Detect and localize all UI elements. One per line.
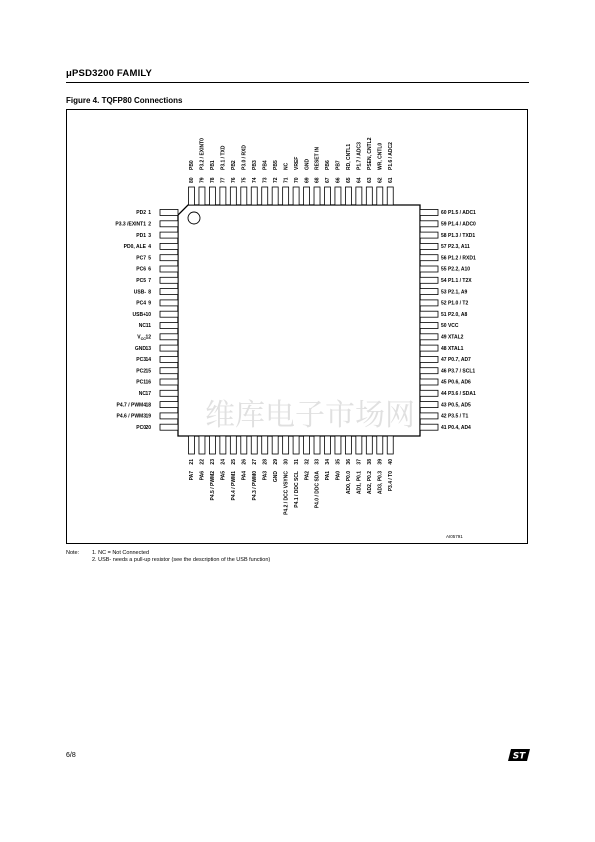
- pin-label: PB3: [251, 160, 258, 170]
- pin-number: 78: [210, 177, 217, 183]
- pin-number: 65: [346, 177, 353, 183]
- pin-number: 8: [148, 289, 151, 296]
- pin-lead: [420, 289, 438, 295]
- pin-lead: [420, 266, 438, 272]
- pin-lead: [160, 255, 178, 261]
- pin-lead: [420, 232, 438, 238]
- pin-number: 72: [272, 177, 279, 183]
- pin-lead: [293, 187, 299, 205]
- pin-label: 59 P1.4 / ADC0: [441, 221, 476, 228]
- pin-lead: [420, 300, 438, 306]
- pin-lead: [220, 187, 226, 205]
- pin-label: PC1: [136, 379, 146, 386]
- pin-lead: [420, 413, 438, 419]
- pin-lead: [420, 390, 438, 396]
- pin-lead: [209, 436, 215, 454]
- pin-number: 16: [145, 379, 151, 386]
- pin-number: 67: [325, 177, 332, 183]
- pin-number: 34: [325, 459, 332, 465]
- st-logo: [508, 749, 530, 761]
- pin-label: USB+: [132, 311, 146, 318]
- pin-number: 9: [148, 300, 151, 307]
- pin-lead: [262, 187, 268, 205]
- pin-lead: [241, 187, 247, 205]
- pin-lead: [160, 390, 178, 396]
- pin-label: AD3, P0.3: [377, 471, 384, 495]
- pin-lead: [345, 187, 351, 205]
- document-title: μPSD3200 FAMILY: [66, 68, 153, 79]
- header-rule: [66, 82, 529, 83]
- pin-label: PC3: [136, 357, 146, 364]
- pin-lead: [160, 323, 178, 329]
- pin-number: 63: [367, 177, 374, 183]
- pin-lead: [160, 379, 178, 385]
- figure-reference: AI05791: [446, 534, 463, 539]
- pin-label: AD1, P0.1: [356, 471, 363, 495]
- pin-label: P1.7 / ADC3: [356, 142, 363, 170]
- pin-label: GND: [134, 345, 146, 352]
- pin-lead: [420, 368, 438, 374]
- pin-lead: [356, 187, 362, 205]
- pin-number: 79: [199, 177, 206, 183]
- pin-lead: [420, 334, 438, 340]
- pin-number: 40: [387, 459, 394, 465]
- pin-lead: [160, 289, 178, 295]
- pin-lead: [160, 413, 178, 419]
- pin-number: 18: [145, 402, 151, 409]
- page-number: 6/8: [66, 752, 76, 759]
- pin-lead: [241, 436, 247, 454]
- pin-number: 3: [148, 232, 151, 239]
- pin-lead: [335, 436, 341, 454]
- pin-label: PB4: [262, 160, 269, 170]
- pin-lead: [160, 300, 178, 306]
- pin-label: P4.7 / PWM4: [116, 402, 146, 409]
- pin-label: PC0: [136, 424, 146, 431]
- pin-lead: [345, 436, 351, 454]
- pin-lead: [420, 323, 438, 329]
- pin-label: P4.5 / PWM2: [210, 471, 217, 501]
- pin-label: NC: [138, 323, 146, 330]
- pin-lead: [160, 424, 178, 430]
- pin-label: PA4: [241, 471, 248, 481]
- pin-number: 68: [314, 177, 321, 183]
- pin-label: P3.1 / TXD: [220, 145, 227, 170]
- pin-lead: [160, 334, 178, 340]
- pin-label: P3.3 /EXINT1: [115, 221, 146, 228]
- pin-label: 47 P0.7, AD7: [441, 357, 471, 364]
- pin-lead: [189, 187, 195, 205]
- pin-label: PA2: [304, 471, 311, 481]
- pin-lead: [420, 402, 438, 408]
- pin-number: 77: [220, 177, 227, 183]
- pin-number: 61: [387, 177, 394, 183]
- pin-number: 13: [145, 345, 151, 352]
- pin-label: PB0: [189, 160, 196, 170]
- pin-lead: [356, 436, 362, 454]
- note-item: 1. NC = Not Connected: [92, 550, 150, 556]
- pin-label: PC7: [136, 255, 146, 262]
- pin-lead: [314, 436, 320, 454]
- pin-label: PA3: [262, 471, 269, 481]
- pin-label: PC5: [136, 278, 146, 284]
- pin-label: 52 P1.0 / T2: [441, 300, 469, 307]
- pin-label: WR, CNTL0: [377, 142, 384, 170]
- pin-number: 69: [304, 177, 311, 183]
- pin-lead: [420, 345, 438, 351]
- pin-label: PA7: [189, 471, 196, 481]
- pin-lead: [335, 187, 341, 205]
- pin-label: 57 P2.3, A11: [441, 244, 470, 251]
- pin-number: 7: [148, 278, 151, 284]
- pin-lead: [293, 436, 299, 454]
- pin-lead: [420, 255, 438, 261]
- pin-label: P4.6 / PWM3: [116, 413, 146, 420]
- pin-lead: [230, 187, 236, 205]
- pin-number: 36: [346, 459, 353, 465]
- pin-number: 39: [377, 459, 384, 465]
- pin-number: 70: [293, 177, 300, 183]
- pin-label: VREF: [293, 156, 300, 170]
- pin-number: 6: [148, 266, 151, 273]
- pin-lead: [160, 210, 178, 216]
- pin-lead: [283, 187, 289, 205]
- pin-lead: [283, 436, 289, 454]
- pin-lead: [420, 379, 438, 385]
- pin-label: PB2: [231, 160, 238, 170]
- pin-label: 50 VCC: [441, 323, 459, 330]
- pin-label: 42 P3.5 / T1: [441, 413, 469, 420]
- pin-label: 55 P2.2, A10: [441, 266, 471, 273]
- pin-number: 66: [335, 177, 342, 183]
- pin-lead: [160, 277, 178, 283]
- pin-label: PA0: [335, 471, 342, 481]
- pin-lead: [420, 311, 438, 317]
- pin-label: P3.4 / T0: [387, 471, 394, 492]
- pin-label: 41 P0.4, AD4: [441, 424, 471, 431]
- pin-lead: [304, 436, 310, 454]
- pin-number: 32: [304, 459, 311, 465]
- pin-lead: [366, 187, 372, 205]
- pin-label: AD2, P0.2: [367, 471, 374, 495]
- pin-label: PA5: [220, 471, 227, 481]
- pin-lead: [420, 424, 438, 430]
- figure-caption: Figure 4. TQFP80 Connections: [66, 96, 183, 105]
- page-header: [66, 68, 529, 84]
- pin-label: PA6: [199, 471, 206, 481]
- pin-number: 22: [199, 459, 206, 465]
- pin-label: PD2: [136, 210, 146, 217]
- pin-label: PSEN, CNTL2: [367, 137, 374, 170]
- pin-number: 11: [145, 323, 151, 330]
- pin-lead: [160, 243, 178, 249]
- pin-number: 74: [251, 177, 258, 183]
- pin-label: 51 P2.0, A8: [441, 311, 468, 318]
- pin-label: 58 P1.3 / TXD1: [441, 232, 476, 239]
- pin-number: 10: [145, 311, 151, 318]
- pin-label: GND: [304, 158, 311, 170]
- pin-number: 1: [148, 210, 151, 217]
- pin-lead: [420, 356, 438, 362]
- pin-lead: [366, 436, 372, 454]
- pin-label: 44 P3.6 / SDA1: [441, 391, 476, 397]
- pin-number: 21: [189, 459, 196, 465]
- pin-label: P4.2 / DCC VSYNC: [283, 471, 290, 515]
- pin-label: 56 P1.2 / RXD1: [441, 255, 476, 262]
- pin-lead: [251, 187, 257, 205]
- pin-number: 80: [189, 177, 196, 183]
- pin-lead: [160, 232, 178, 238]
- pin-label: 46 P3.7 / SCL1: [441, 368, 476, 375]
- pin-number: 38: [367, 459, 374, 465]
- pin-label: P4.0 / DDC SDA: [314, 471, 321, 509]
- pin-number: 25: [231, 459, 238, 465]
- pin-label: P1.6 / ADC2: [387, 142, 394, 170]
- pin-lead: [160, 221, 178, 227]
- pin-number: 62: [377, 177, 384, 183]
- pin-label: P3.2 / EXINT0: [199, 138, 206, 170]
- pin-label: P4.1 / DDC SCL: [293, 471, 300, 508]
- pin-label: PC4: [136, 300, 146, 307]
- pin-label: 54 P1.1 / T2X: [441, 278, 472, 284]
- pin-number: 76: [231, 177, 238, 183]
- note-label: Note:: [66, 550, 80, 556]
- tqfp80-pinout-diagram: [66, 109, 528, 544]
- pin-lead: [160, 345, 178, 351]
- pin-label: NC: [138, 391, 146, 397]
- pin-label: AD0, P0.0: [346, 471, 353, 495]
- pin-lead: [160, 266, 178, 272]
- pin-label: P3.0 / RXD: [241, 144, 248, 170]
- pin-lead: [160, 402, 178, 408]
- pin-lead: [209, 187, 215, 205]
- pin-lead: [262, 436, 268, 454]
- pin-number: 33: [314, 459, 321, 465]
- pin-label: PB7: [335, 160, 342, 170]
- pin-label: GND: [272, 471, 279, 483]
- pin-lead: [324, 187, 330, 205]
- pin-lead: [272, 187, 278, 205]
- pin-number: 73: [262, 177, 269, 183]
- watermark-text: 维库电子市场网: [205, 398, 415, 433]
- pin-label: 45 P0.6, AD6: [441, 379, 471, 386]
- pin-label: PB5: [272, 160, 279, 170]
- pin-lead: [199, 436, 205, 454]
- pin-label: PA1: [325, 471, 332, 481]
- pin-lead: [420, 277, 438, 283]
- pin-label: PC6: [136, 266, 146, 273]
- pin-lead: [199, 187, 205, 205]
- pin-number: 29: [272, 459, 279, 465]
- pin-lead: [420, 210, 438, 216]
- pin-label: USB-: [133, 289, 146, 296]
- pin-lead: [420, 221, 438, 227]
- pin-label: 60 P1.5 / ADC1: [441, 210, 476, 217]
- pin-lead: [220, 436, 226, 454]
- pin-label: PD0, ALE: [123, 244, 146, 251]
- pin-lead: [377, 187, 383, 205]
- pin-number: 27: [251, 459, 258, 465]
- pin-number: 5: [148, 255, 151, 262]
- pin-number: 15: [145, 368, 151, 375]
- pin-label: PB1: [210, 160, 217, 170]
- pin-lead: [304, 187, 310, 205]
- pin-lead: [251, 436, 257, 454]
- pin-lead: [314, 187, 320, 205]
- pin-number: 30: [283, 459, 290, 465]
- pin-number: 4: [148, 244, 151, 251]
- pin-number: 64: [356, 177, 363, 183]
- pin-number: 24: [220, 459, 227, 465]
- pin-lead: [324, 436, 330, 454]
- pin-number: 20: [145, 424, 151, 431]
- pin-label: RD, CNTL1: [346, 143, 353, 170]
- pin-number: 14: [145, 357, 151, 364]
- pin-label: P4.4 / PWM1: [231, 471, 238, 501]
- pin-number: 26: [241, 459, 248, 465]
- pin-label: 43 P0.5, AD5: [441, 402, 471, 409]
- pin-number: 2: [148, 221, 151, 228]
- pin-lead: [160, 311, 178, 317]
- pin-label: RESET IN: [314, 146, 321, 170]
- pin-label: 49 XTAL2: [441, 334, 464, 341]
- pin-label: 53 P2.1, A9: [441, 289, 468, 296]
- pin-label: PB6: [325, 160, 332, 170]
- pin-number: 19: [145, 413, 151, 420]
- pin-label: P4.3 / PWM0: [251, 471, 258, 501]
- pin-label: PC2: [136, 368, 146, 375]
- pin-lead: [387, 187, 393, 205]
- pin-lead: [420, 243, 438, 249]
- pin-label: 48 XTAL1: [441, 345, 464, 352]
- pin-number: 31: [293, 459, 300, 465]
- pin-number: 75: [241, 177, 248, 183]
- pin-number: 28: [262, 459, 269, 465]
- pin1-indicator: [188, 212, 200, 224]
- pin-number: 17: [145, 391, 151, 397]
- pin-number: 35: [335, 459, 342, 465]
- pin-lead: [189, 436, 195, 454]
- pin-label: $V_{CC}$: [137, 334, 146, 341]
- pin-lead: [272, 436, 278, 454]
- pin-number: 12: [145, 334, 151, 341]
- pin-label: PD1: [136, 232, 146, 239]
- pin-number: 23: [210, 459, 217, 465]
- pin-lead: [160, 356, 178, 362]
- pin-number: 37: [356, 459, 363, 465]
- pin-lead: [377, 436, 383, 454]
- pin-lead: [387, 436, 393, 454]
- pin-number: 71: [283, 177, 290, 183]
- svg-text:ST: ST: [512, 751, 526, 761]
- pin-lead: [160, 368, 178, 374]
- pin-label: NC: [283, 162, 290, 170]
- pins-layer: [115, 137, 476, 515]
- pin-lead: [230, 436, 236, 454]
- note-item: 2. USB- needs a pull-up resistor (see the description of the USB function): [92, 557, 271, 563]
